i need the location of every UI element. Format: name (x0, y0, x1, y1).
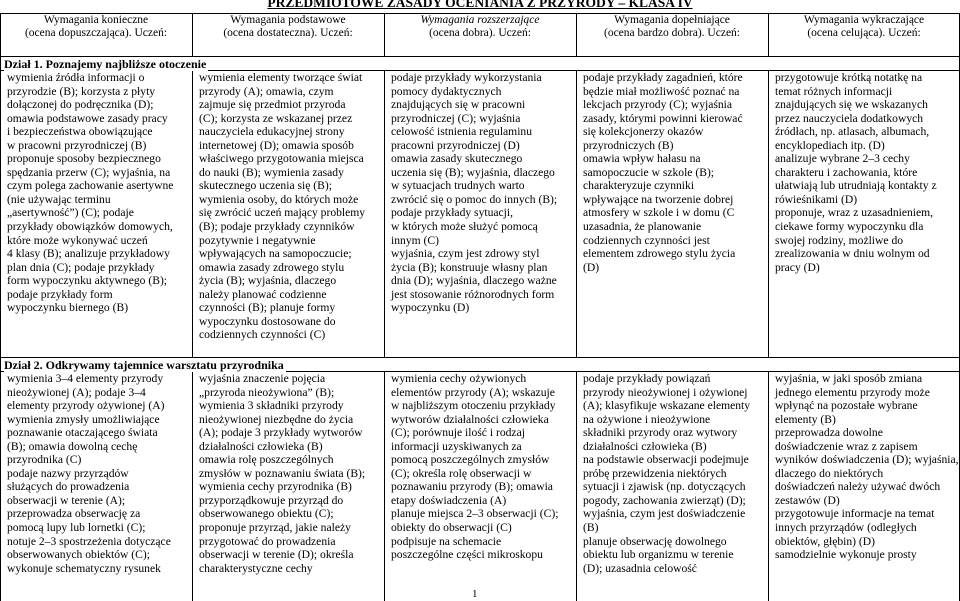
requirement-line: atmosfery w szkole i w domu (C (583, 206, 735, 220)
section-title: Dział 2. Odkrywamy tajemnice warsztatu przyrodnika (4, 358, 284, 372)
requirements-cell (583, 71, 773, 274)
requirement-line: przeprowadza obserwację za (7, 507, 141, 521)
requirement-line: elementy (B) (775, 412, 836, 426)
requirement-line: innym (C) (391, 233, 439, 247)
requirement-line: (C); porównuje ilość i rodzaj (391, 426, 525, 440)
requirement-line: wyjaśnia, czym jest doświadczenie (583, 507, 746, 521)
requirement-line: na ożywione i nieożywione (583, 412, 711, 426)
requirement-line: wypoczynku biernego (B) (7, 301, 129, 315)
requirement-line: poszczególne części mikroskopu (391, 548, 543, 562)
column-header-title: Wymagania rozszerzające (420, 14, 540, 26)
requirement-line: uczenia się (B); wyjaśnia, dlaczego (391, 165, 555, 179)
requirement-line: wymienia zmysły umożliwiające (7, 412, 160, 426)
requirement-line: pracowni przyrodniczej (D) (391, 138, 520, 152)
requirement-line: właściwego przygotowania miejsca (199, 152, 364, 166)
requirement-line: omawia podstawowe zasady pracy (7, 111, 168, 125)
requirement-line: przyrodniczej (C); wyjaśnia (391, 111, 521, 125)
column-header-grade: (ocena bardzo dobra). Uczeń: (603, 27, 740, 39)
requirement-line: (B); podaje przykłady czynników (199, 220, 355, 234)
requirement-line: poznawaniu przyrody (B); omawia (391, 480, 553, 494)
column-header-title: Wymagania dopełniające (614, 14, 730, 26)
requirement-line: podpisuje na schemacie (391, 534, 502, 548)
requirement-line: charakterystyczne cechy (199, 561, 313, 575)
requirement-line: innych przyrządów (odległych (775, 521, 917, 535)
requirement-line: encyklopediach itp. (D) (775, 138, 885, 152)
requirement-line: w pracowni przyrodniczej (B) (7, 138, 147, 152)
requirement-line: pracy (D) (775, 260, 820, 274)
column-header-title: Wymagania wykraczające (803, 14, 925, 26)
requirement-line: (D) (583, 260, 600, 274)
requirement-line: pomocy dydaktycznych (391, 84, 502, 98)
requirement-line: przyrody (A); omawia, czym (199, 84, 334, 98)
table-rule (0, 13, 960, 14)
requirement-line: obserwowanych obiektów (C); (7, 548, 150, 562)
requirements-cell (7, 71, 197, 315)
requirement-line: w których może służyć pomocą (391, 220, 538, 234)
requirement-line: życia (B); wyjaśnia, dlaczego (199, 274, 337, 288)
requirement-line: działalności człowieka (B) (583, 439, 707, 453)
requirement-line: proponuje przyrząd, jakie należy (199, 521, 351, 535)
requirement-line: wyników doświadczenia (D); wyjaśnia, (775, 453, 959, 467)
requirement-line: wymienia cechy przyrodnika (B) (199, 480, 352, 494)
requirements-cell (199, 71, 389, 342)
requirement-line: w najbliższym otoczeniu przykłady (391, 399, 556, 413)
requirements-cell (391, 71, 581, 315)
requirement-line: wykonuje schematyczny rysunek (7, 561, 161, 575)
requirements-cell (775, 372, 960, 562)
requirement-line: uzasadnia, że planowanie (583, 220, 702, 234)
requirements-cell (583, 372, 773, 575)
requirement-line: należy planować codzienne (199, 287, 327, 301)
requirement-line: doświadczenie wraz z zapisem (775, 439, 918, 453)
requirement-line: „asertywność”) (C); podaje (7, 206, 134, 220)
requirement-line: omawia zasady skutecznego (391, 152, 523, 166)
requirement-line: wpływające na tworzenie dobrej (583, 192, 734, 206)
requirement-line: wymienia osoby, do których może (199, 192, 359, 206)
requirement-line: się kolekcjonerzy okazów (583, 125, 704, 139)
requirement-line: analizuje wybrane 2–3 cechy (775, 152, 910, 166)
requirement-line: (B) (583, 521, 599, 535)
requirement-line: obiektów, głębin) (D) (775, 534, 876, 548)
requirement-line: które może wykonywać uczeń (7, 233, 148, 247)
requirement-line: przykłady obowiązków domowych, (7, 220, 173, 234)
column-header-3 (384, 14, 576, 56)
requirement-line: przyrodzie (B); korzysta z płyty (7, 84, 156, 98)
requirement-line: wymienia źródła informacji o (7, 71, 145, 84)
requirement-line: podaje przykłady form (7, 287, 113, 301)
column-header-grade: (ocena dopuszczająca). Uczeń: (24, 27, 168, 39)
requirement-line: podaje nazwy przyrządów (7, 466, 129, 480)
requirement-line: wyjaśnia, w jaki sposób zmiana (775, 372, 923, 385)
column-header-4 (576, 14, 768, 56)
requirement-line: samodzielnie wykonuje prosty (775, 548, 917, 562)
requirement-line: nauczyciela edukacyjnej strony (199, 125, 345, 139)
requirement-line: wypoczynku (D) (391, 301, 470, 315)
requirement-line: przez nauczyciela dodatkowych (775, 111, 924, 125)
requirement-line: pomocą poszczególnych zmysłów (391, 453, 550, 467)
requirement-line: (A); podaje 3 przykłady wytworów (199, 426, 363, 440)
requirement-line: ułatwiają lub utrudniają kontakty z (775, 179, 937, 193)
requirements-cell (7, 372, 197, 575)
requirement-line: temat różnych informacji (775, 84, 893, 98)
requirement-line: dlaczego do niektórych (775, 466, 884, 480)
requirement-line: podaje przykłady wykorzystania (391, 71, 542, 84)
requirement-line: przyrody nieożywionej i ożywionej (583, 385, 748, 399)
requirement-line: wypoczynku dostosowane do (199, 314, 336, 328)
table-column-rule (384, 13, 385, 56)
requirement-line: jest stosowanie różnorodnych form (391, 287, 555, 301)
requirement-line: (nie używając terminu (7, 192, 111, 206)
requirement-line: skutecznego uczenia się (B); (199, 179, 332, 193)
requirement-line: omawia zasady zdrowego stylu (199, 260, 345, 274)
requirement-line: obserwacji w terenie (A); (7, 493, 126, 507)
requirement-line: służących do prowadzenia (7, 480, 130, 494)
requirement-line: poznawanie otaczającego świata (7, 426, 158, 440)
requirement-line: nieożywionej (A); podaje 3–4 (7, 385, 146, 399)
requirement-line: lekcjach przyrody (C); wyjaśnia (583, 98, 733, 112)
requirement-line: proponuje sposoby bezpiecznego (7, 152, 161, 166)
requirement-line: omawia wpływ hałasu na (583, 152, 701, 166)
requirement-line: obserwowanego obiektu (C); (199, 507, 334, 521)
requirement-line: rówieśnikami (D) (775, 192, 858, 206)
requirement-line: obiektu lub organizmu w terenie (583, 548, 734, 562)
requirement-line: doświadczeń należy używać dwóch (775, 480, 941, 494)
requirement-line: zajmuje się przedmiot przyroda (199, 98, 346, 112)
table-column-rule (0, 13, 1, 601)
requirement-line: ciekawe formy wypoczynku dla (775, 220, 924, 234)
requirement-line: plan dnia (C); podaje przykłady (7, 260, 155, 274)
requirement-line: 4 klasy (B); analizuje przykładowy (7, 247, 170, 261)
page-number: 1 (472, 588, 478, 600)
requirement-line: elementem zdrowego stylu życia (583, 247, 736, 261)
requirement-line: (A); klasyfikuje wskazane elementy (583, 399, 751, 413)
column-header-grade: (ocena dostateczna). Uczeń: (223, 27, 353, 39)
requirement-line: źródłach, np. atlasach, albumach, (775, 125, 930, 139)
requirement-line: swojej rodziny, możliwe do (775, 233, 904, 247)
requirement-line: codziennych czynności (C) (199, 328, 326, 342)
requirement-line: elementów przyrody (A); wskazuje (391, 385, 555, 399)
requirement-line: pozytywnie i negatywnie (199, 233, 316, 247)
requirement-line: przygotowuje krótką notatkę na (775, 71, 923, 84)
requirement-line: przyrodniczych (B) (583, 138, 674, 152)
requirement-line: form wypoczynku aktywnego (B); (7, 274, 168, 288)
requirement-line: znajdujących się w pracowni (391, 98, 526, 112)
requirement-line: na podstawie obserwacji podejmuje (583, 453, 749, 467)
requirement-line: i bezpieczeństwa obowiązujące (7, 125, 153, 139)
requirement-line: sytuacji i zjawisk (np. dotyczących (583, 480, 746, 494)
requirement-line: próbę przewidzenia niektórych (583, 466, 727, 480)
requirement-line: omawia rolę poszczególnych (199, 453, 334, 467)
column-header-2 (192, 14, 384, 56)
requirement-line: podaje przykłady sytuacji, (391, 206, 514, 220)
requirement-line: (C); korzysta ze wskazanej przez (199, 111, 353, 125)
requirements-cell (391, 372, 581, 562)
section-title: Dział 1. Poznajemy najbliższe otoczenie (4, 57, 207, 71)
table-column-rule (576, 13, 577, 56)
requirement-line: internetowej (D); omawia sposób (199, 138, 354, 152)
requirement-line: celowość istnienia regulaminu (391, 125, 533, 139)
table-column-rule (768, 13, 769, 56)
requirement-line: wymienia 3–4 elementy przyrody (7, 372, 164, 385)
requirement-line: będzie miał możliwość poznać na (583, 84, 740, 98)
requirement-line: podaje przykłady powiązań (583, 372, 711, 385)
requirement-line: podaje przykłady zagadnień, które (583, 71, 743, 84)
requirement-line: etapy doświadczenia (A) (391, 493, 507, 507)
requirement-line: wymienia elementy tworzące świat (199, 71, 363, 84)
requirements-cell (199, 372, 389, 575)
column-header-grade: (ocena celująca). Uczeń: (807, 27, 921, 39)
requirement-line: pomocą lupy lub lornetki (C); (7, 521, 146, 535)
requirement-line: zrealizowania w dniu wolnym od (775, 247, 930, 261)
requirement-line: przygotowuje informacje na temat (775, 507, 935, 521)
requirement-line: przygotować do prowadzenia (199, 534, 336, 548)
requirement-line: wytworów działalności człowieka (391, 412, 549, 426)
requirement-line: notuje 2–3 spostrzeżenia dotyczące (7, 534, 171, 548)
requirement-line: wpłynąć na pozostałe wybrane (775, 399, 918, 413)
requirement-line: wymienia cechy ożywionych (391, 372, 527, 385)
requirements-cell (775, 71, 960, 274)
requirement-line: codziennych czynności jest (583, 233, 710, 247)
column-header-title: Wymagania konieczne (43, 14, 149, 26)
requirement-line: planuje obserwację dowolnego (583, 534, 727, 548)
requirement-line: charakteru i zachowania, które (775, 165, 918, 179)
requirement-line: dnia (D); wyjaśnia, dlaczego ważne (391, 274, 557, 288)
table-column-rule (192, 13, 193, 56)
requirement-line: wpływających na samopoczucie; (199, 247, 352, 261)
column-header-1 (0, 14, 192, 56)
requirement-line: zwrócić się o pomoc do innych (B); (391, 192, 558, 206)
requirement-line: przyrodnika (C) (7, 453, 82, 467)
requirement-line: planuje miejsca 2–3 obserwacji (C); (391, 507, 559, 521)
requirement-line: działalności człowieka (B) (199, 439, 323, 453)
requirement-line: składniki przyrody oraz wytwory (583, 426, 738, 440)
requirement-line: wyjaśnia znaczenie pojęcia (199, 372, 326, 385)
requirement-line: elementy przyrody ożywionej (A) (7, 399, 165, 413)
requirement-line: się zwrócić uczeń mający problemy (199, 206, 366, 220)
requirement-line: pogody, zachowania zwierząt) (D); (583, 493, 746, 507)
requirement-line: spędzania przerw (C); wyjaśnia, na (7, 165, 171, 179)
requirement-line: (D); uzasadnia celowość (583, 561, 697, 575)
requirement-line: przyporządkowuje przyrząd do (199, 493, 344, 507)
requirement-line: zasady, którymi powinni kierować (583, 111, 743, 125)
requirement-line: proponuje, wraz z uzasadnieniem, (775, 206, 934, 220)
requirement-line: obiekty do obserwacji (C) (391, 521, 512, 535)
requirement-line: (B); omawia dowolną cechę (7, 439, 138, 453)
requirement-line: znajdujących się we wskazanych (775, 98, 928, 112)
column-header-title: Wymagania podstawowe (230, 14, 346, 26)
requirement-line: czynności (B); planuje formy (199, 301, 336, 315)
requirement-line: zestawów (D) (775, 493, 840, 507)
column-header-5 (768, 14, 960, 56)
requirement-line: do nauki (B); wymienia zasady (199, 165, 344, 179)
requirement-line: nieożywionej niezbędne do życia (199, 412, 354, 426)
requirement-line: obserwacji w terenie (D); określa (199, 548, 354, 562)
requirement-line: charakteryzuje czynniki (583, 179, 695, 193)
requirement-line: czym polega zachowanie asertywne (7, 179, 174, 193)
requirement-line: przeprowadza dowolne (775, 426, 883, 440)
requirement-line: w sytuacjach trudnych warto (391, 179, 525, 193)
requirement-line: „przyroda nieożywiona” (B); (199, 385, 335, 399)
requirement-line: życia (B); konstruuje własny plan (391, 260, 548, 274)
requirement-line: wyjaśnia, czym jest zdrowy styl (391, 247, 540, 261)
column-header-grade: (ocena dobra). Uczeń: (429, 27, 531, 39)
page-title: PRZEDMIOTOWE ZASADY OCENIANIA Z PRZYRODY – KLASA IV (267, 0, 693, 10)
requirement-line: samopoczucie w szkole (B); (583, 165, 715, 179)
requirement-line: wymienia 3 składniki przyrody (199, 399, 344, 413)
requirement-line: dołączonej do podręcznika (D); (7, 98, 154, 112)
requirement-line: jednego elementu przyrody może (775, 385, 930, 399)
requirement-line: informacji uzyskiwanych za (391, 439, 522, 453)
requirement-line: zmysłów w poznawaniu świata (B); (199, 466, 366, 480)
requirement-line: (C); określa rolę obserwacji w (391, 466, 532, 480)
